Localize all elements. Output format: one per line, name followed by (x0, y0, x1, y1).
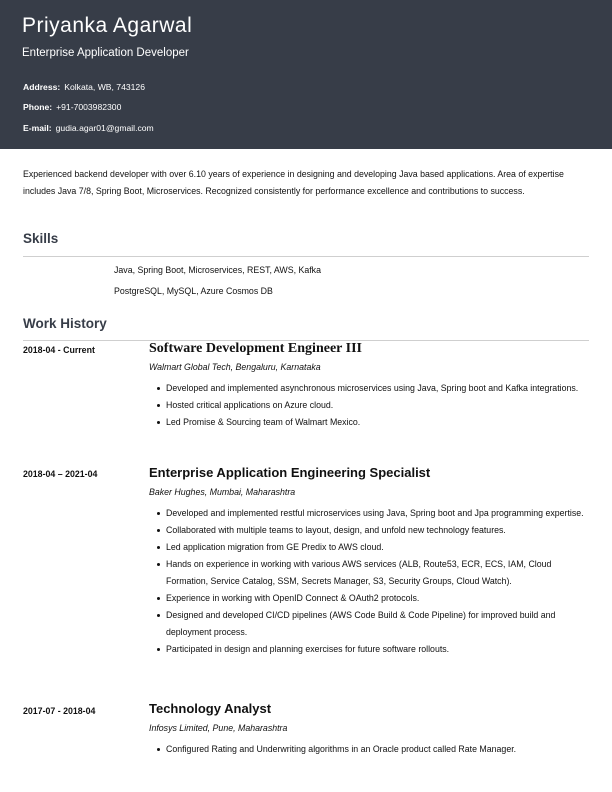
job-dates: 2018-04 - Current (23, 345, 95, 355)
candidate-name: Priyanka Agarwal (22, 14, 193, 37)
work-history-heading: Work History (23, 316, 107, 331)
job-bullet: Developed and implemented asynchronous microservices using Java, Spring boot and Kafka integrations. (156, 380, 586, 397)
job-dates: 2017-07 - 2018-04 (23, 706, 96, 716)
job-bullet: Led application migration from GE Predix to AWS cloud. (156, 539, 586, 556)
skills-line: PostgreSQL, MySQL, Azure Cosmos DB (114, 286, 273, 296)
job-bullet: Hosted critical applications on Azure cloud. (156, 397, 586, 414)
job-company: Walmart Global Tech, Bengaluru, Karnataka (149, 362, 321, 372)
skills-line: Java, Spring Boot, Microservices, REST, AWS, Kafka (114, 265, 321, 275)
job-bullet: Configured Rating and Underwriting algorithms in an Oracle product called Rate Manager. (156, 741, 586, 758)
contact-email (23, 123, 154, 133)
contact-address (23, 82, 145, 92)
job-bullets (156, 741, 586, 758)
job-title: Enterprise Application Engineering Specialist (149, 465, 431, 480)
job-title: Software Development Engineer III (149, 341, 362, 356)
job-company: Infosys Limited, Pune, Maharashtra (149, 723, 288, 733)
contact-value: gudia.agar01@gmail.com (55, 123, 154, 133)
job-title: Technology Analyst (149, 701, 272, 716)
job-bullet: Designed and developed CI/CD pipelines (AWS Code Build & Code Pipeline) for improved build and deployment process. (156, 607, 586, 641)
job-bullet: Experience in working with OpenID Connect & OAuth2 protocols. (156, 590, 586, 607)
contact-phone (23, 102, 121, 112)
job-bullet: Developed and implemented restful microservices using Java, Spring boot and Jpa programming expertise. (156, 505, 586, 522)
job-bullet: Led Promise & Sourcing team of Walmart Mexico. (156, 414, 586, 431)
job-bullets (156, 505, 586, 658)
skills-divider (23, 256, 589, 257)
professional-summary: Experienced backend developer with over 6.10 years of experience in designing and developing Java based applications. Area of expertise includes Java 7/8, Spring Boot, Microservices. Recognized consistently for performance excellence and contributions to success. (23, 169, 564, 196)
contact-label: Phone: (23, 102, 53, 112)
job-dates: 2018-04 – 2021-04 (23, 469, 98, 479)
resume-header (0, 0, 612, 149)
contact-label: Address: (23, 82, 61, 92)
job-bullet: Collaborated with multiple teams to layout, design, and unfold new technology features. (156, 522, 586, 539)
job-bullet: Participated in design and planning exercises for future software rollouts. (156, 641, 586, 658)
contact-value: +91-7003982300 (56, 102, 122, 112)
contact-label: E-mail: (23, 123, 52, 133)
job-bullets (156, 380, 586, 431)
candidate-title: Enterprise Application Developer (22, 47, 189, 59)
skills-heading: Skills (23, 231, 59, 246)
job-bullet: Hands on experience in working with various AWS services (ALB, Route53, ECR, ECS, IAM, Cloud Formation, Service Catalog, SSM, Secrets Manager, S3, Security Groups, Cloud Watch). (156, 556, 586, 590)
job-company: Baker Hughes, Mumbai, Maharashtra (149, 487, 296, 497)
contact-value: Kolkata, WB, 743126 (64, 82, 145, 92)
